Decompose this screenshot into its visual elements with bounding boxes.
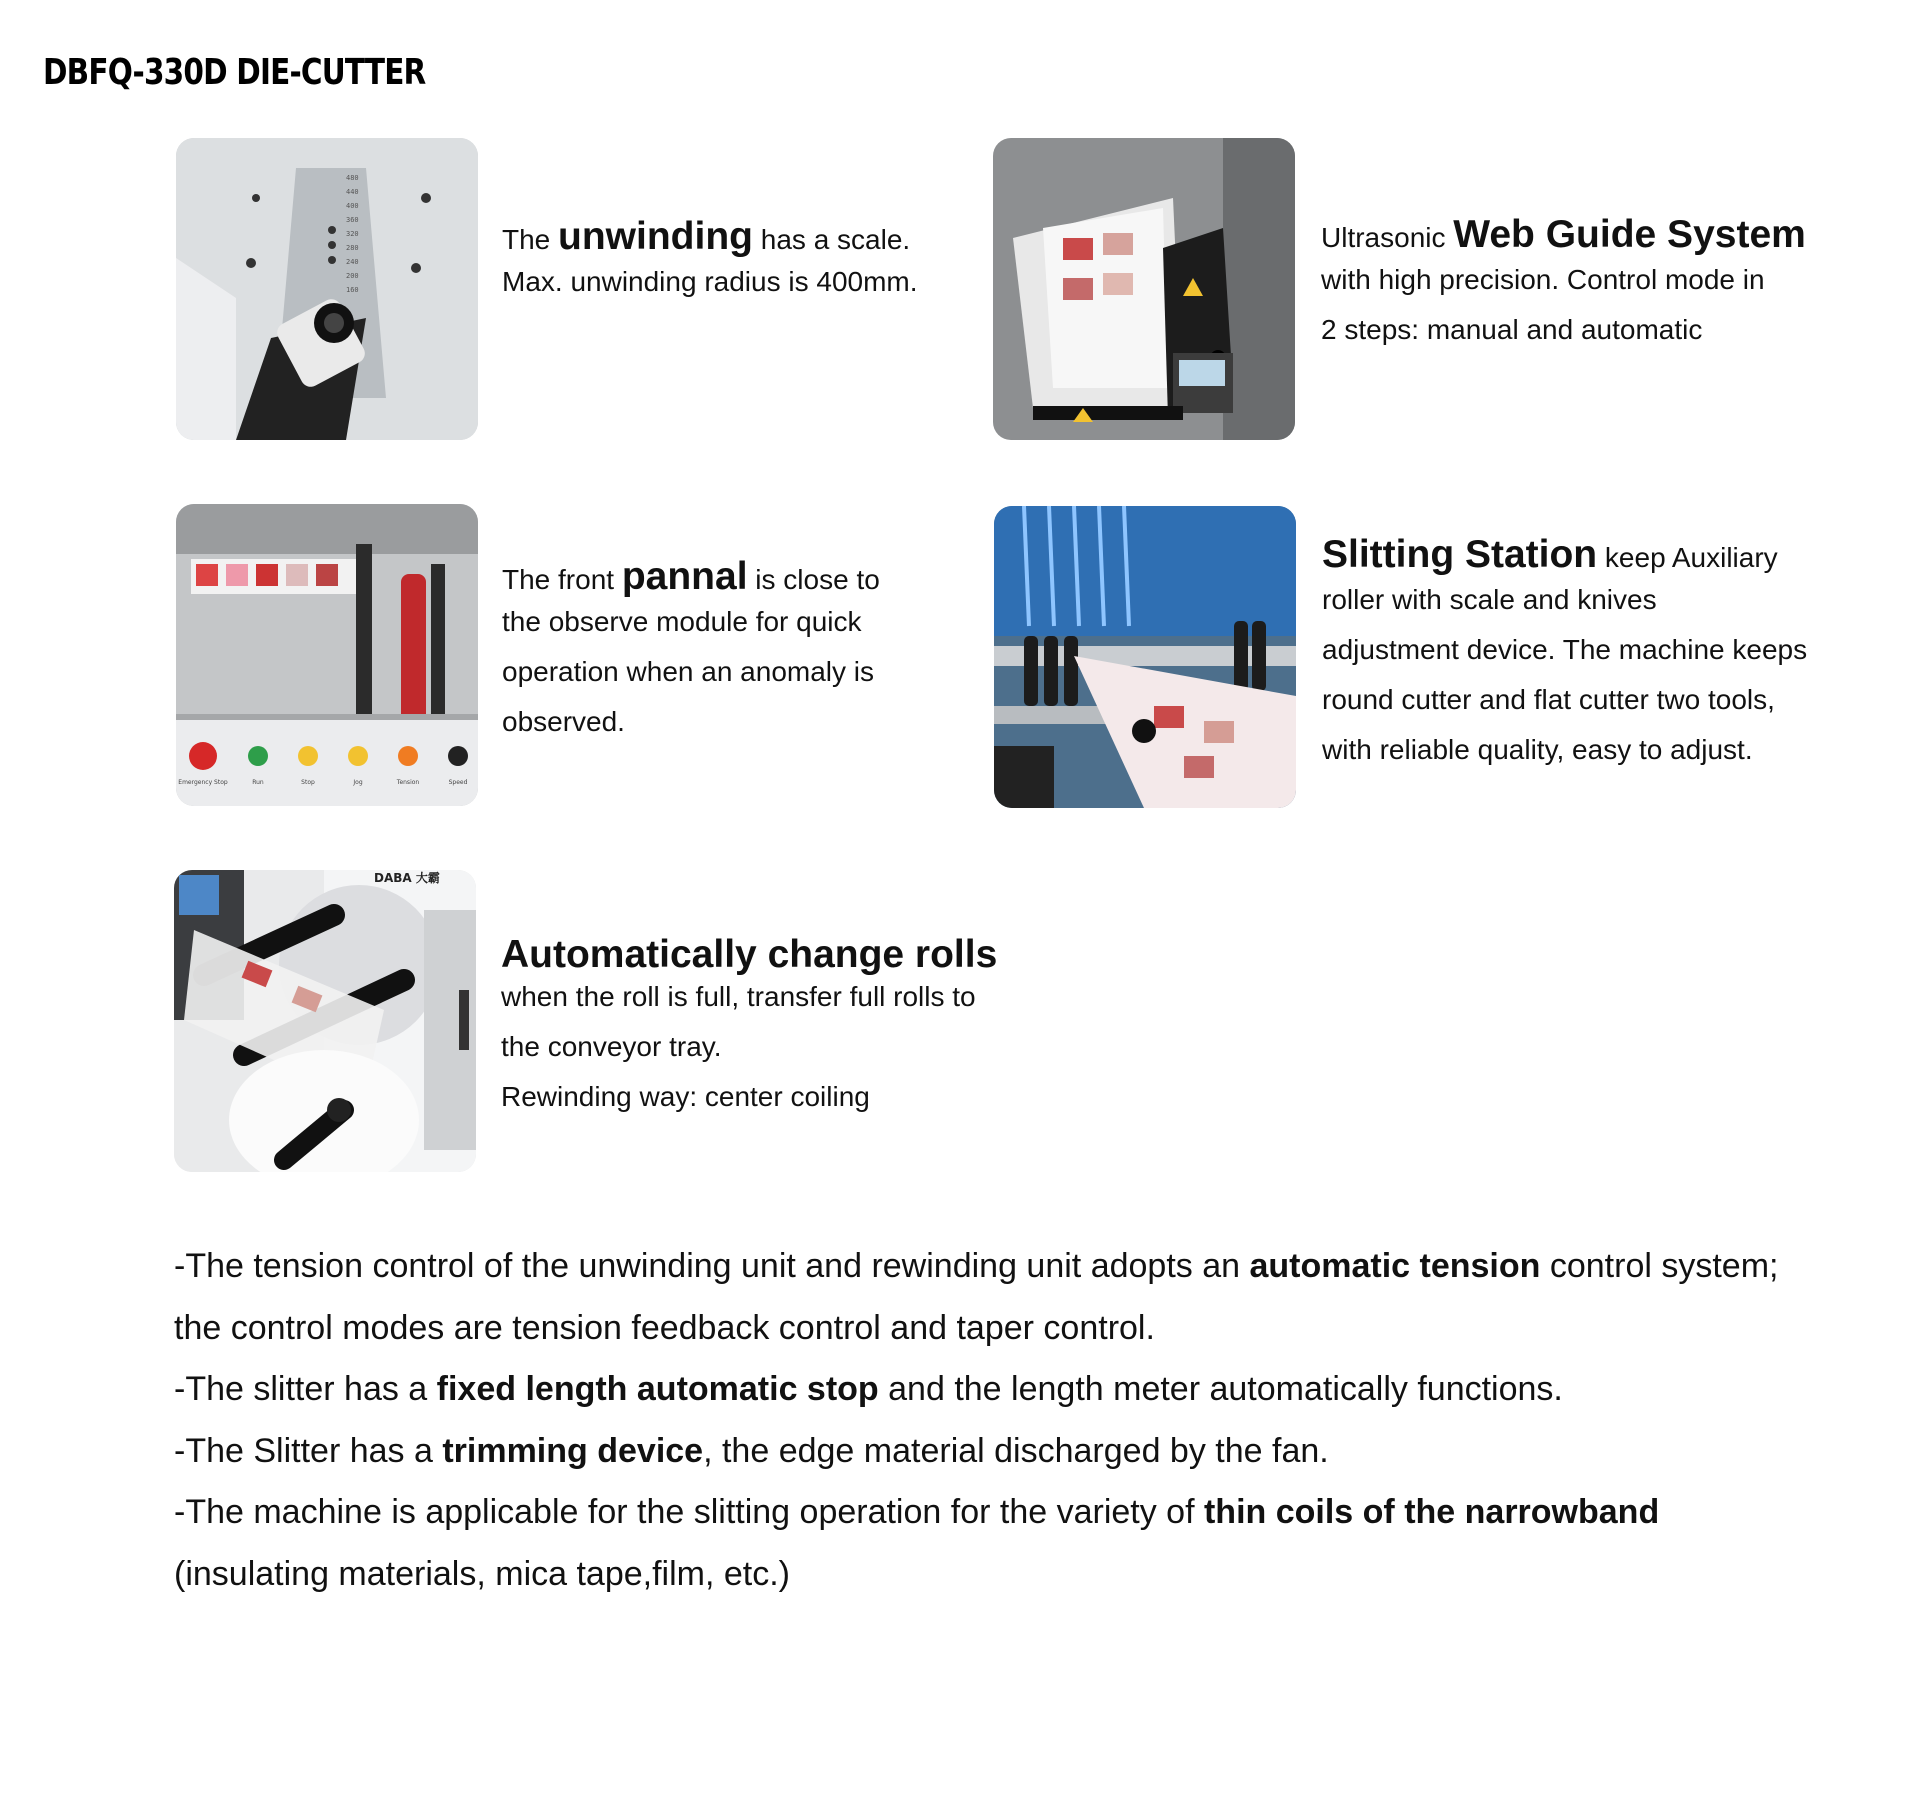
panel-button <box>248 746 268 766</box>
feature-highlight: Web Guide System <box>1453 213 1806 256</box>
unwinding-shaft-image <box>176 138 478 440</box>
unwinding-shaft-photo <box>176 138 478 440</box>
bullet-item: -The machine is applicable for the slitting operation for the variety of thin coils of the narrowband (insulating materials, mica tape,film, etc.) <box>174 1493 1660 1593</box>
scale-mark: 240 <box>346 258 359 266</box>
panel-button <box>348 746 368 766</box>
scale-mark: 280 <box>346 244 359 252</box>
bullet-item: -The Slitter has a trimming device, the edge material discharged by the fan. <box>174 1431 1329 1470</box>
feature-change-rolls-text: Automatically change rolls when the roll is full, transfer full rolls to the conveyor tray. Rewinding way: center coiling <box>501 930 1061 1130</box>
panel-button <box>189 742 217 770</box>
page-title: DBFQ-330D DIE-CUTTER <box>43 52 426 93</box>
scale-mark: 200 <box>346 272 359 280</box>
scale-mark: 440 <box>346 188 359 196</box>
feature-unwinding-text: The unwinding has a scale. Max. unwinding radius is 400mm. <box>502 215 918 297</box>
bullet-item: -The tension control of the unwinding unit and rewinding unit adopts an automatic tension control system; the control modes are tension feedback control and taper control. <box>174 1247 1779 1347</box>
slitting-station-image <box>994 506 1296 808</box>
feature-slitting-text: Slitting Station keep Auxiliary roller with scale and knives adjustment device. The machine keeps round cutter and flat cutter two tools, with reliable quality, easy to adjust. <box>1322 533 1808 765</box>
panel-button-label: Tension <box>396 779 420 786</box>
feature-highlight: Slitting Station <box>1322 533 1598 576</box>
panel-button-label: Speed <box>448 779 468 786</box>
scale-mark: 160 <box>346 286 359 294</box>
panel-button-label: Emergency Stop <box>178 779 228 786</box>
machine-brand: DABA 大霸 <box>374 871 440 885</box>
slitting-station-photo <box>994 506 1296 808</box>
bullet-item: -The slitter has a fixed length automatic stop and the length meter automatically functions. <box>174 1370 1563 1408</box>
scale-mark: 320 <box>346 230 359 238</box>
feature-highlight: unwinding <box>558 215 753 258</box>
feature-highlight: Automatically change rolls <box>501 933 998 976</box>
panel-button-label: Stop <box>301 779 315 786</box>
rewinding-photo <box>174 870 476 1172</box>
control-panel-photo <box>176 504 478 806</box>
rewinding-image <box>174 870 476 1172</box>
panel-button <box>298 746 318 766</box>
scale-mark: 480 <box>346 174 359 182</box>
control-panel-image <box>176 504 478 806</box>
feature-front-panel-text: The front pannal is close to the observe module for quick operation when an anomaly is observed. <box>502 555 880 737</box>
feature-highlight: pannal <box>621 555 748 598</box>
web-guide-photo <box>993 138 1295 440</box>
scale-mark: 400 <box>346 202 359 210</box>
feature-web-guide-text: Ultrasonic Web Guide System with high precision. Control mode in 2 steps: manual and automatic <box>1321 213 1806 345</box>
feature-bullet-list <box>174 1236 1814 1605</box>
web-guide-image <box>993 138 1295 440</box>
scale-mark: 360 <box>346 216 359 224</box>
panel-button <box>448 746 468 766</box>
panel-button-label: Jog <box>353 779 363 786</box>
panel-button <box>398 746 418 766</box>
panel-button-label: Run <box>252 779 264 786</box>
